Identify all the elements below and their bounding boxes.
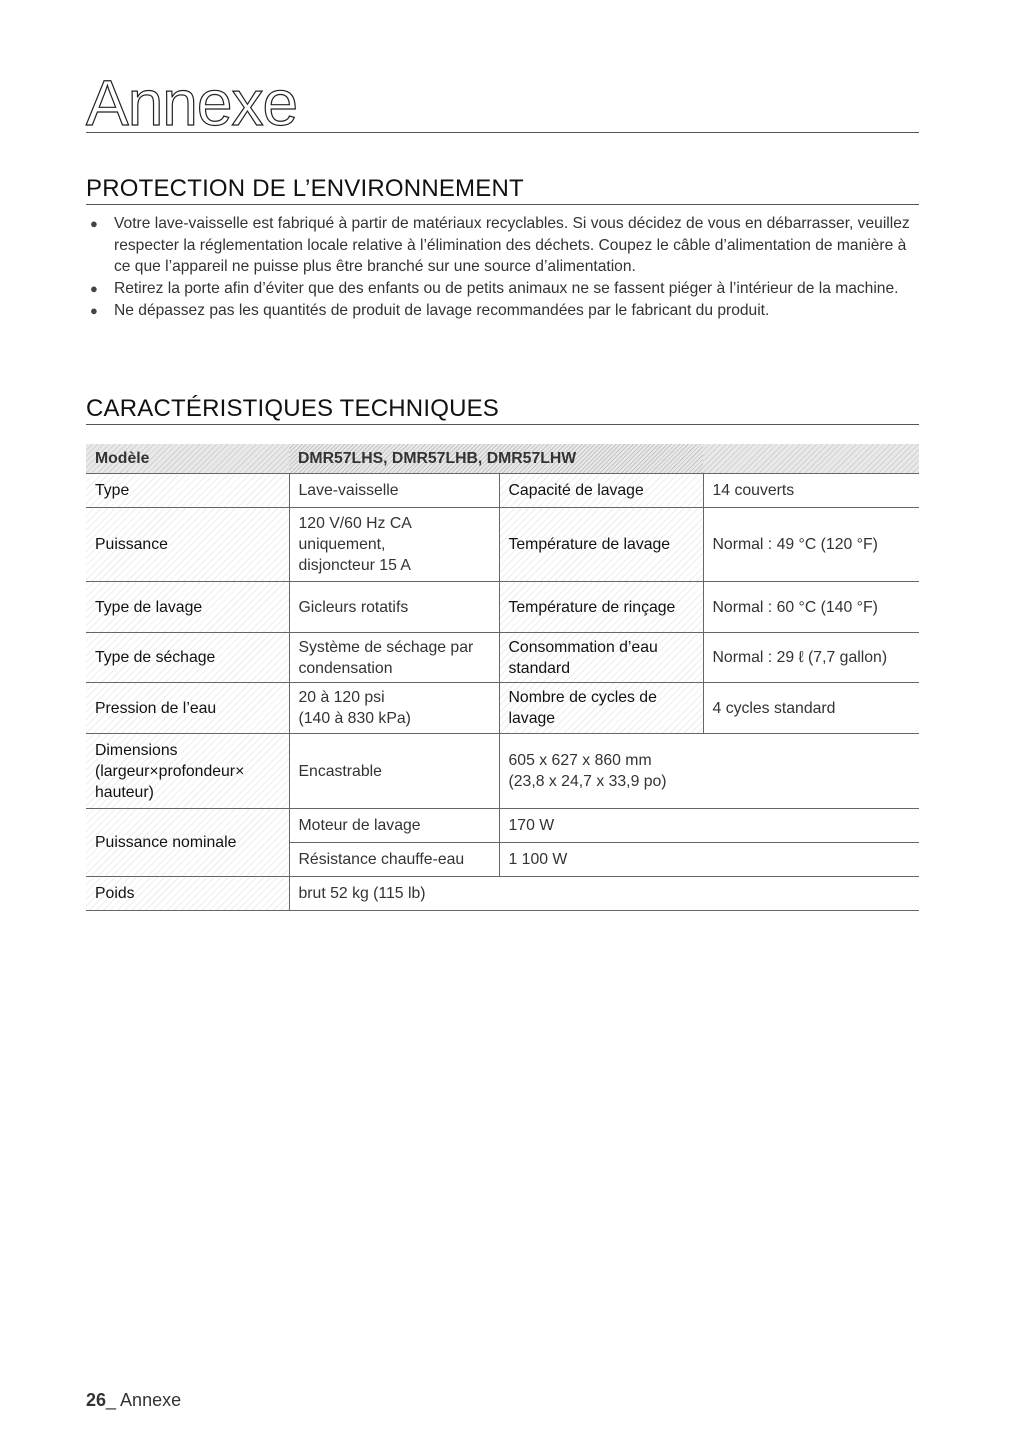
list-item: ● Retirez la porte afin d’éviter que des enfants ou de petits animaux ne se fassent piéger à l’intérieur de la machine. [90,278,920,300]
heater-value: 1 100 W [499,843,919,877]
specs-table [86,444,919,911]
dry-type-value: Système de séchage par condensation [289,633,499,683]
title-divider [86,132,919,133]
weight-value: brut 52 kg (115 lb) [289,877,919,911]
motor-value: 170 W [499,809,919,843]
pressure-value: 20 à 120 psi (140 à 830 kPa) [289,683,499,734]
table-row [86,474,919,508]
header-filler [703,444,919,474]
bullet-icon: ● [90,302,98,318]
motor-label: Moteur de lavage [289,809,499,843]
page-title: Annexe [86,67,298,139]
capacity-label: Capacité de lavage [499,474,703,508]
rinse-temp-value: Normal : 60 °C (140 °F) [703,582,919,633]
dimensions-install: Encastrable [289,734,499,809]
page-footer [86,1390,181,1411]
footer-label: _ Annexe [106,1390,182,1410]
type-value: Lave-vaisselle [289,474,499,508]
rinse-temp-label: Température de rinçage [499,582,703,633]
specs-heading: CARACTÉRISTIQUES TECHNIQUES [86,395,500,422]
table-row [86,582,919,633]
table-row [86,444,919,474]
page-number: 26 [86,1390,107,1410]
dimensions-value: 605 x 627 x 860 mm (23,8 x 24,7 x 33,9 po) [499,734,919,809]
specs-divider [86,424,919,425]
bullet-icon: ● [90,281,98,297]
cycles-value: 4 cycles standard [703,683,919,734]
capacity-value: 14 couverts [703,474,919,508]
list-item: ● Votre lave-vaisselle est fabriqué à partir de matériaux recyclables. Si vous décidez de vous en débarrasser, veuillez respecter la réglementation locale relative à l’élimination des déchets. Coupez le câble d’alimentation de manière à ce que l’appareil ne puisse plus être branché sur une source d’alimentation. [90,215,910,276]
water-label: Consommation d’eau standard [499,633,703,683]
power-label: Puissance [86,508,289,582]
cycles-label: Nombre de cycles de lavage [499,683,703,734]
wash-temp-label: Température de lavage [499,508,703,582]
table-row [86,508,919,582]
dry-type-label: Type de séchage [86,633,289,683]
table-row [86,633,919,683]
list-item: ● Ne dépassez pas les quantités de produit de lavage recommandées par le fabricant du produit. [90,300,920,322]
type-label: Type [86,474,289,508]
wash-temp-value: Normal : 49 °C (120 °F) [703,508,919,582]
power-value: 120 V/60 Hz CA uniquement, disjoncteur 15 A [289,508,499,582]
rated-power-label: Puissance nominale [86,809,289,877]
model-value: DMR57LHS, DMR57LHB, DMR57LHW [289,444,703,474]
environment-heading: PROTECTION DE L’ENVIRONNEMENT [86,175,524,202]
table-row [86,683,919,734]
wash-type-label: Type de lavage [86,582,289,633]
dimensions-label: Dimensions (largeur×profondeur× hauteur) [86,734,289,809]
pressure-label: Pression de l’eau [86,683,289,734]
model-label: Modèle [86,444,289,474]
table-row [86,877,919,911]
table-row [86,809,919,843]
environment-list [90,213,920,322]
water-value: Normal : 29 ℓ (7,7 gallon) [703,633,919,683]
weight-label: Poids [86,877,289,911]
bullet-icon: ● [90,216,98,231]
heater-label: Résistance chauffe-eau [289,843,499,877]
table-row [86,734,919,809]
wash-type-value: Gicleurs rotatifs [289,582,499,633]
environment-divider [86,204,919,205]
